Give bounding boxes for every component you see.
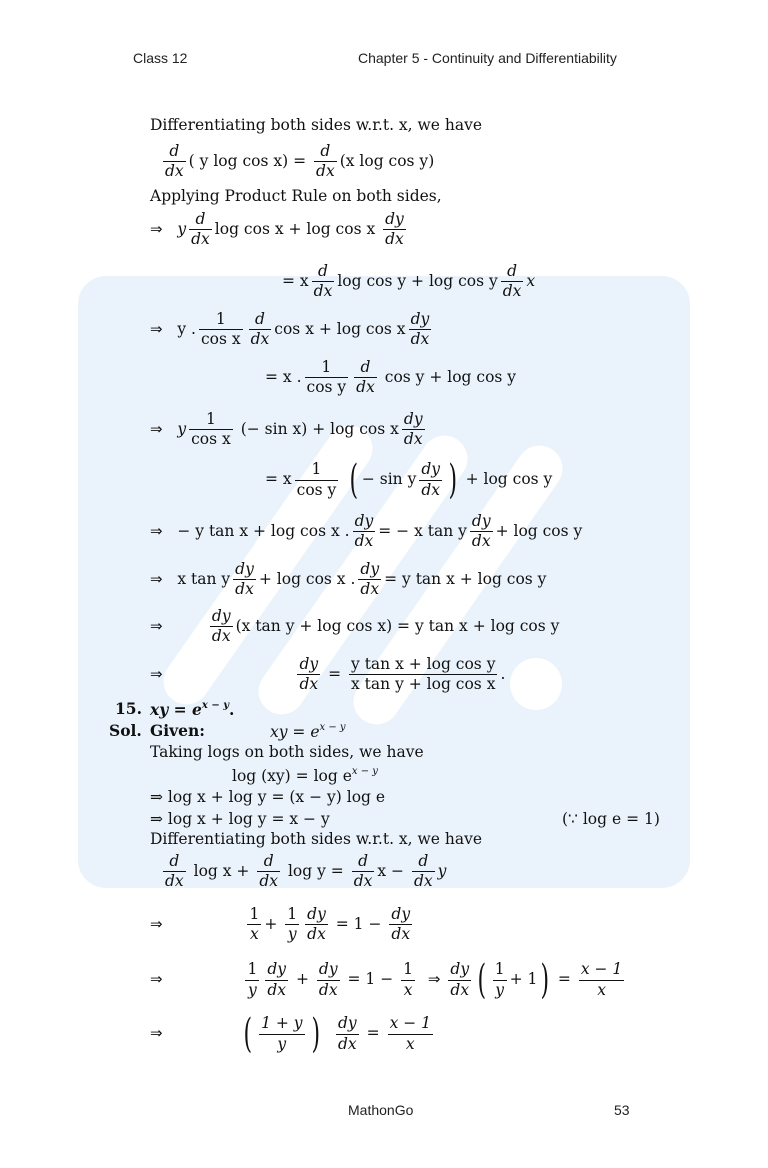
question-number: 15. [115,699,142,718]
text-line: Applying Product Rule on both sides, [150,187,442,205]
given-label: Given: [150,721,205,740]
equation-line: = x . $\frac{1}{\text{cos y}}$ $\frac{d}{dx}$ cos y + log cos y [265,358,517,397]
header-class: Class 12 [133,50,188,66]
header-chapter: Chapter 5 - Continuity and Differentiability [358,50,617,66]
equation-line: ⇒ $\frac{dy}{dx}$ (x tan y + log cos x) = y tan x + log cos y [150,607,560,646]
equation-line: ⇒ y $\frac{d}{dx}$ log cos x + log cos x $\frac{dy}{dx}$ [150,210,404,249]
equation-line: = x $\frac{1}{\text{cos y}}$ ( − sin y $\frac{dy}{dx}$ ) + log cos y [265,457,553,503]
equation-line: ⇒ log x + log y = (x − y) log e [150,788,386,806]
equation-line: ⇒ y . $\frac{1}{\text{cos x}}$ $\frac{d}{dx}$ cos x + log cos x $\frac{dy}{dx}$ [150,310,430,349]
equation-line: ⇒ $\frac{1}{y}$ $\frac{dy}{dx}$ + $\frac{dy}{dx}$ = 1 − $\frac{1}{x}$ ⇒ $\frac{dy}{dx}$ ( $\frac{1}{y}$ + 1) = $\frac{x - 1}{x}$ [150,957,623,1003]
equation-line: ⇒ y $\frac{1}{\text{cos x}}$ (− sin x) + log cos x $\frac{dy}{dx}$ [150,410,423,449]
equation-line: ⇒ x tan y $\frac{dy}{dx}$ + log cos x . $\frac{dy}{dx}$ = y tan x + log cos y [150,560,547,599]
watermark-dot [510,658,562,710]
equation-line: $\frac{d}{dx}$ ( y log cos x) = $\frac{d}{dx}$ (x log cos y) [165,142,435,181]
text-line: Differentiating both sides w.r.t. x, we have [150,116,483,134]
because-note: (∵ log e = 1) [562,810,660,828]
equation-line: $\frac{d}{dx}$ log x + $\frac{d}{dx}$ log y = $\frac{d}{dx}$ x − $\frac{d}{dx}$ y [165,852,447,891]
equation-line: $\log (xy) = \log e^{x - y}$ [232,766,378,785]
solution-label: Sol. [109,721,142,740]
equation-line: ⇒ $\frac{1}{x}$ + $\frac{1}{y}$ $\frac{dy}{dx}$ = 1 − $\frac{dy}{dx}$ [150,905,411,944]
equation-line: ⇒ − y tan x + log cos x . $\frac{dy}{dx}$ = − x tan y $\frac{dy}{dx}$ + log cos y [150,512,583,551]
text-line: Differentiating both sides w.r.t. x, we have [150,830,483,848]
text-line: Taking logs on both sides, we have [150,743,424,761]
page-number: 53 [614,1102,630,1118]
given-expression: xy = $e^{x - y}$ [270,722,346,741]
footer-brand: MathonGo [348,1102,414,1118]
equation-line: ⇒ $\frac{dy}{dx}$ = $\frac{\text{y tan x + log cos y}}{\text{x tan y + log cos x}}$ . [150,655,506,694]
equation-line: ⇒ ( $\frac{1 + y}{y}$ ) $\frac{dy}{dx}$ = $\frac{x - 1}{x}$ [150,1011,432,1057]
equation-line: = x $\frac{d}{dx}$ log cos y + log cos y $\frac{d}{dx}$ x [282,262,536,301]
equation-line: ⇒ log x + log y = x − y [150,810,330,828]
question-text: xy = $e^{x - y}$. [150,700,235,719]
